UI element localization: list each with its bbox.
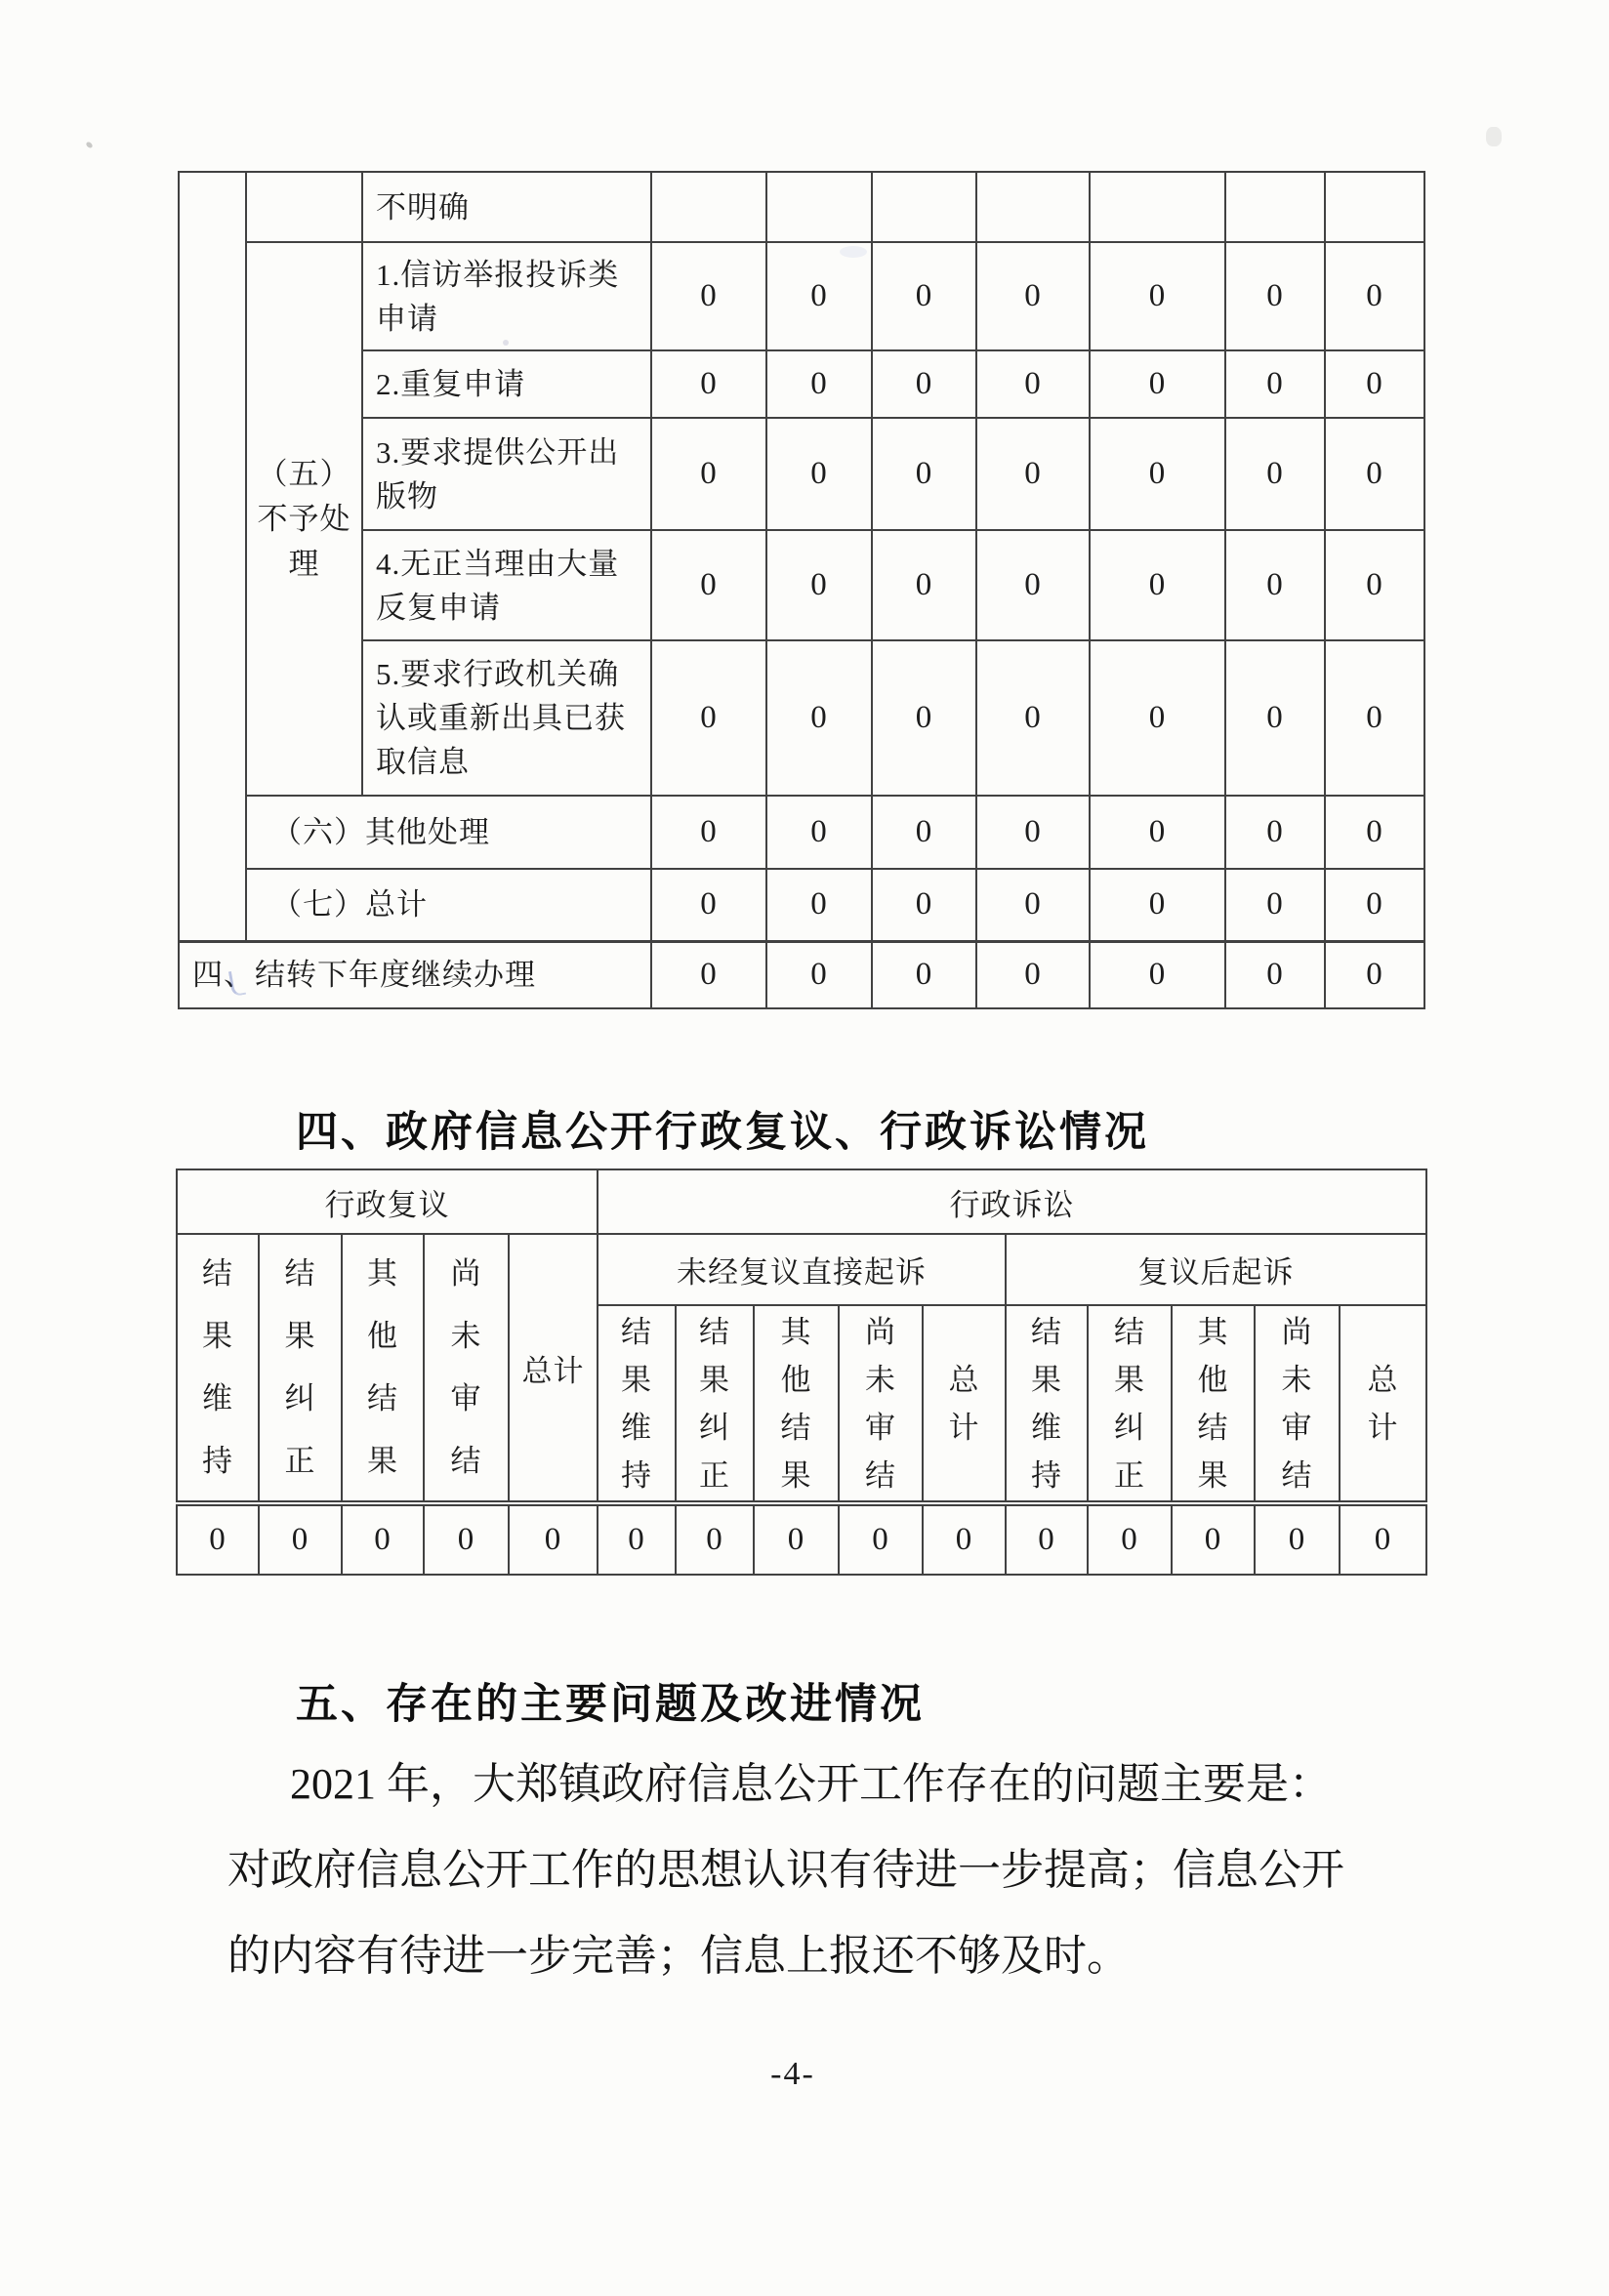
header-text: 其他结果 [1197, 1314, 1229, 1493]
header-admin-review: 行政复议 [177, 1169, 598, 1234]
row-label-carryover: 四、结转下年度继续办理 [179, 941, 651, 1008]
data-cell [1090, 172, 1225, 242]
section5-paragraph [227, 1742, 1360, 1999]
category5-cell: （五）不予处理 [246, 242, 362, 796]
data-cell: 0 [1090, 242, 1225, 350]
header-pending [1255, 1305, 1340, 1503]
data-cell: 0 [1225, 869, 1325, 941]
data-cell: 0 [1325, 869, 1424, 941]
data-cell: 0 [509, 1503, 598, 1575]
data-cell: 0 [1325, 640, 1424, 796]
data-cell: 0 [177, 1503, 259, 1575]
scan-speck [85, 141, 94, 148]
header-text: 结果维持 [621, 1314, 652, 1493]
data-cell: 0 [1325, 242, 1424, 350]
scan-speck [503, 340, 509, 346]
header-result-upheld [1006, 1305, 1088, 1503]
review-lawsuit-table [176, 1168, 1427, 1576]
data-cell: 0 [872, 530, 976, 640]
header-other-result [754, 1305, 839, 1503]
header-text: 结果纠正 [1114, 1314, 1145, 1493]
data-cell: 0 [1088, 1503, 1172, 1575]
header-text: 其他结果 [780, 1314, 812, 1493]
data-cell: 0 [1225, 530, 1325, 640]
row-label-unclear: 不明确 [362, 172, 651, 242]
data-cell: 0 [976, 796, 1090, 869]
table-row [179, 172, 1424, 242]
data-cell: 0 [651, 941, 766, 1008]
header-pending [424, 1234, 509, 1503]
data-cell: 0 [1090, 418, 1225, 530]
header-text: 尚未审结 [450, 1256, 482, 1478]
data-cell: 0 [1325, 941, 1424, 1008]
data-cell: 0 [1225, 242, 1325, 350]
data-cell: 0 [1172, 1503, 1255, 1575]
data-cell: 0 [839, 1503, 923, 1575]
header-result-corrected [259, 1234, 342, 1503]
header-text: 其他结果 [367, 1256, 398, 1478]
data-cell: 0 [651, 796, 766, 869]
data-cell: 0 [976, 530, 1090, 640]
row-label-published-material: 3.要求提供公开出版物 [362, 418, 651, 530]
data-cell: 0 [872, 242, 976, 350]
header-text: 结果维持 [202, 1256, 233, 1478]
header-text: 总计 [948, 1362, 980, 1445]
data-cell: 0 [976, 242, 1090, 350]
data-cell: 0 [923, 1503, 1006, 1575]
data-cell: 0 [1325, 796, 1424, 869]
data-cell: 0 [1255, 1503, 1340, 1575]
data-cell [872, 172, 976, 242]
section5-heading: 五、存在的主要问题及改进情况 [296, 1681, 925, 1728]
row-label-unreasonable-repeat: 4.无正当理由大量反复申请 [362, 530, 651, 640]
data-cell: 0 [766, 869, 872, 941]
data-cell: 0 [976, 418, 1090, 530]
data-cell [976, 172, 1090, 242]
row-label-petition-type: 1.信访举报投诉类申请 [362, 242, 651, 350]
row-label-subtotal: （七）总计 [246, 869, 651, 941]
header-admin-lawsuit: 行政诉讼 [598, 1169, 1426, 1234]
header-other-result [1172, 1305, 1255, 1503]
data-cell: 0 [872, 418, 976, 530]
data-cell: 0 [1225, 350, 1325, 418]
data-cell: 0 [1325, 530, 1424, 640]
data-cell: 0 [976, 640, 1090, 796]
data-cell: 0 [651, 418, 766, 530]
table-row [179, 869, 1424, 941]
data-cell: 0 [1090, 640, 1225, 796]
data-cell: 0 [1090, 941, 1225, 1008]
data-cell [651, 172, 766, 242]
data-cell: 0 [976, 350, 1090, 418]
scan-speck [1486, 127, 1502, 146]
data-cell: 0 [1340, 1503, 1426, 1575]
data-cell: 0 [872, 941, 976, 1008]
data-cell: 0 [1225, 418, 1325, 530]
table-row [179, 941, 1424, 1008]
data-cell: 0 [651, 640, 766, 796]
data-cell: 0 [424, 1503, 509, 1575]
header-result-upheld [177, 1234, 259, 1503]
category4-remnant-cell [246, 172, 362, 242]
data-cell: 0 [1225, 796, 1325, 869]
data-cell: 0 [872, 796, 976, 869]
header-text: 总计 [1367, 1362, 1399, 1445]
header-other-result [342, 1234, 424, 1503]
data-cell: 0 [676, 1503, 754, 1575]
header-result-corrected [676, 1305, 754, 1503]
section4-heading: 四、政府信息公开行政复议、行政诉讼情况 [296, 1109, 1149, 1156]
data-cell: 0 [754, 1503, 839, 1575]
header-text: 结果纠正 [699, 1314, 730, 1493]
header-lawsuit-after-review: 复议后起诉 [1006, 1234, 1426, 1305]
data-cell: 0 [1225, 640, 1325, 796]
table-row [179, 640, 1424, 796]
header-total [1340, 1305, 1426, 1503]
table-row [177, 1503, 1426, 1575]
data-cell: 0 [1090, 530, 1225, 640]
data-cell [766, 172, 872, 242]
page-number: -4- [770, 2056, 815, 2092]
data-cell: 0 [1225, 941, 1325, 1008]
left-span-cell [179, 172, 246, 941]
data-cell [1225, 172, 1325, 242]
data-cell: 0 [976, 941, 1090, 1008]
data-cell: 0 [342, 1503, 424, 1575]
table-row [179, 796, 1424, 869]
data-cell: 0 [766, 242, 872, 350]
header-pending [839, 1305, 923, 1503]
data-cell: 0 [259, 1503, 342, 1575]
header-total: 总计 [509, 1234, 598, 1503]
data-cell: 0 [766, 941, 872, 1008]
data-cell [1325, 172, 1424, 242]
data-cell: 0 [1006, 1503, 1088, 1575]
request-processing-table [178, 171, 1425, 1009]
data-cell: 0 [872, 869, 976, 941]
data-cell: 0 [872, 640, 976, 796]
row-label-confirm-reissue: 5.要求行政机关确认或重新出具已获取信息 [362, 640, 651, 796]
data-cell: 0 [766, 350, 872, 418]
data-cell: 0 [651, 530, 766, 640]
table-row [179, 418, 1424, 530]
data-cell: 0 [1090, 796, 1225, 869]
data-cell: 0 [766, 418, 872, 530]
row-label-repeat-request: 2.重复申请 [362, 350, 651, 418]
paragraph-line: 对政府信息公开工作的思想认识有待进一步提高；信息公开 [227, 1846, 1344, 1894]
header-direct-lawsuit: 未经复议直接起诉 [598, 1234, 1006, 1305]
data-cell: 0 [766, 796, 872, 869]
data-cell: 0 [1090, 869, 1225, 941]
row-label-other-handling: （六）其他处理 [246, 796, 651, 869]
scan-speck [840, 246, 867, 258]
data-cell: 0 [1090, 350, 1225, 418]
paragraph-line: 2021 年，大郑镇政府信息公开工作存在的问题主要是： [290, 1760, 1332, 1808]
header-result-corrected [1088, 1305, 1172, 1503]
data-cell: 0 [651, 350, 766, 418]
data-cell: 0 [651, 869, 766, 941]
header-result-upheld [598, 1305, 676, 1503]
header-text: 尚未审结 [1281, 1314, 1313, 1493]
data-cell: 0 [598, 1503, 676, 1575]
header-text: 结果纠正 [284, 1256, 316, 1478]
data-cell: 0 [1325, 350, 1424, 418]
header-total [923, 1305, 1006, 1503]
data-cell: 0 [766, 530, 872, 640]
data-cell: 0 [976, 869, 1090, 941]
table-row [177, 1234, 1426, 1305]
table-row [179, 350, 1424, 418]
data-cell: 0 [766, 640, 872, 796]
data-cell: 0 [872, 350, 976, 418]
table-row [177, 1169, 1426, 1234]
table-row [179, 530, 1424, 640]
header-text: 尚未审结 [865, 1314, 896, 1493]
paragraph-line: 的内容有待进一步完善；信息上报还不够及时。 [227, 1932, 1130, 1980]
table-row [179, 242, 1424, 350]
header-text: 结果维持 [1031, 1314, 1062, 1493]
data-cell: 0 [1325, 418, 1424, 530]
data-cell: 0 [651, 242, 766, 350]
